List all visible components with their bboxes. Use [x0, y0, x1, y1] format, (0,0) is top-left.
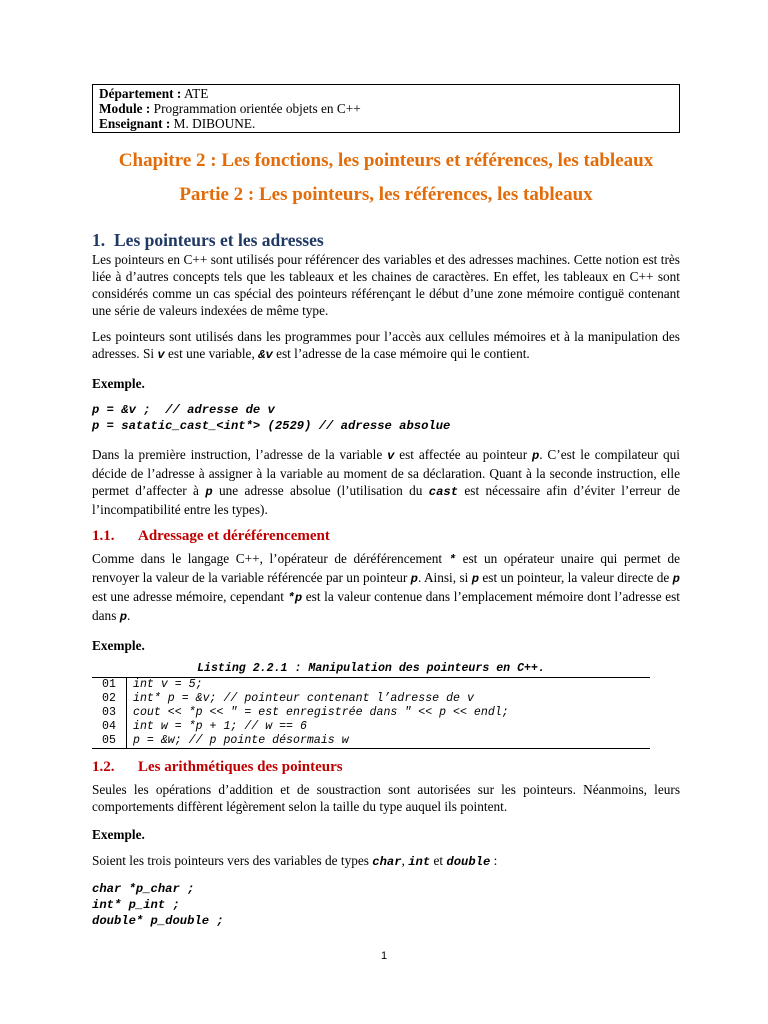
code-line: p = &v ; // adresse de v [92, 403, 275, 417]
module-value: Programmation orientée objets en C++ [153, 101, 361, 116]
code-line: p = satatic_cast_<int*> (2529) // adresse absolue [92, 419, 451, 433]
line-code: p = &w; // p pointe désormais w [133, 734, 349, 747]
line-number: 05 [92, 734, 127, 748]
section-1-heading: 1. Les pointeurs et les adresses [92, 230, 324, 250]
section-1-2-paragraph-1: Seules les opérations d’addition et de soustraction sont autorisées sur les pointeurs. Néanmoins, leurs comportements diffèrent légèrement selon la taille du type auquel ils pointent. [92, 782, 680, 814]
listing-rows [92, 678, 650, 748]
listing-bottom-rule [92, 748, 650, 749]
teacher-line [99, 116, 673, 131]
listing-line [92, 734, 650, 748]
code-line: int* p_int ; [92, 898, 180, 912]
part-title: Partie 2 : Les pointeurs, les références, les tableaux [179, 184, 593, 205]
code-line: double* p_double ; [92, 914, 224, 928]
section-1-2-heading: 1.2. Les arithmétiques des pointeurs [92, 759, 343, 775]
example-label-3: Exemple. [92, 827, 145, 842]
page [92, 84, 680, 929]
section-1-paragraph-3: Dans la première instruction, l’adresse de la variable v est affectée au pointeur p. C’est le compilateur qui décide de l’adresse à assigner à la variable au moment de sa déclaration. Quant à la seconde instruction, elle permet d’affecter à p une adresse absolue (l’utilisation du cast est nécessaire afin d’éviter l’erreur de l’incompatibilité entre les types). [92, 447, 680, 517]
listing-line [92, 692, 650, 706]
listing-line [92, 678, 650, 692]
example-label-2: Exemple. [92, 638, 145, 653]
line-number: 03 [92, 706, 127, 720]
line-code: cout << *p << " = est enregistrée dans " << p << endl; [133, 706, 509, 719]
chapter-title: Chapitre 2 : Les fonctions, les pointeurs et références, les tableaux [118, 150, 654, 171]
teacher-value: M. DIBOUNE. [173, 116, 256, 131]
department-value: ATE [183, 86, 209, 101]
line-number: 01 [92, 678, 127, 692]
listing-line [92, 720, 650, 734]
section-1-paragraph-2: Les pointeurs sont utilisés dans les programmes pour l’accès aux cellules mémoires et à la manipulation des adresses. Si v est une variable, &v est l’adresse de la case mémoire qui le contient. [92, 329, 680, 362]
section-1-1-heading: 1.1. Adressage et déréférencement [92, 528, 330, 544]
section-1-1-paragraph: Comme dans le langage C++, l’opérateur de déréférencement * est un opérateur unaire qui permet de renvoyer la valeur de la variable référencée par un pointeur p. Ainsi, si p est un pointeur, la valeur directe de p est une adresse mémoire, cependant *p est la valeur contenue dans l’emplacement mémoire dont l’adresse est dans p. [92, 551, 680, 624]
section-1-paragraph-1: Les pointeurs en C++ sont utilisés pour référencer des variables et des adresses machines. Cette notion est très liée à d’autres concepts tels que les tableaux et les chaines de caractères. En effet, les tableaux en C++ sont considérés comme un cas spécial des pointeurs référençant le début d’une zone mémoire contiguë contenant une série de valeurs indexées de même type. [92, 252, 680, 318]
example-label-1: Exemple. [92, 376, 145, 391]
section-1-2-paragraph-2: Soient les trois pointeurs vers des variables de types char, int et double : [92, 853, 498, 869]
listing-title: Listing 2.2.1 : Manipulation des pointeurs en C++. [92, 662, 650, 678]
line-number: 02 [92, 692, 127, 706]
listing-line [92, 706, 650, 720]
line-code: int v = 5; [133, 678, 203, 691]
module-line [99, 101, 673, 116]
page-number: 1 [380, 950, 388, 962]
code-listing [92, 662, 650, 749]
department-label: Département : [99, 86, 182, 101]
line-code: int* p = &v; // pointeur contenant l’adresse de v [133, 692, 474, 705]
department-line [99, 86, 673, 101]
code-example-1 [92, 402, 680, 434]
teacher-label: Enseignant : [99, 116, 171, 131]
code-line: char *p_char ; [92, 882, 195, 896]
course-info-box [92, 84, 680, 133]
line-number: 04 [92, 720, 127, 734]
line-code: int w = *p + 1; // w == 6 [133, 720, 307, 733]
module-label: Module : [99, 101, 151, 116]
code-example-2 [92, 881, 680, 929]
